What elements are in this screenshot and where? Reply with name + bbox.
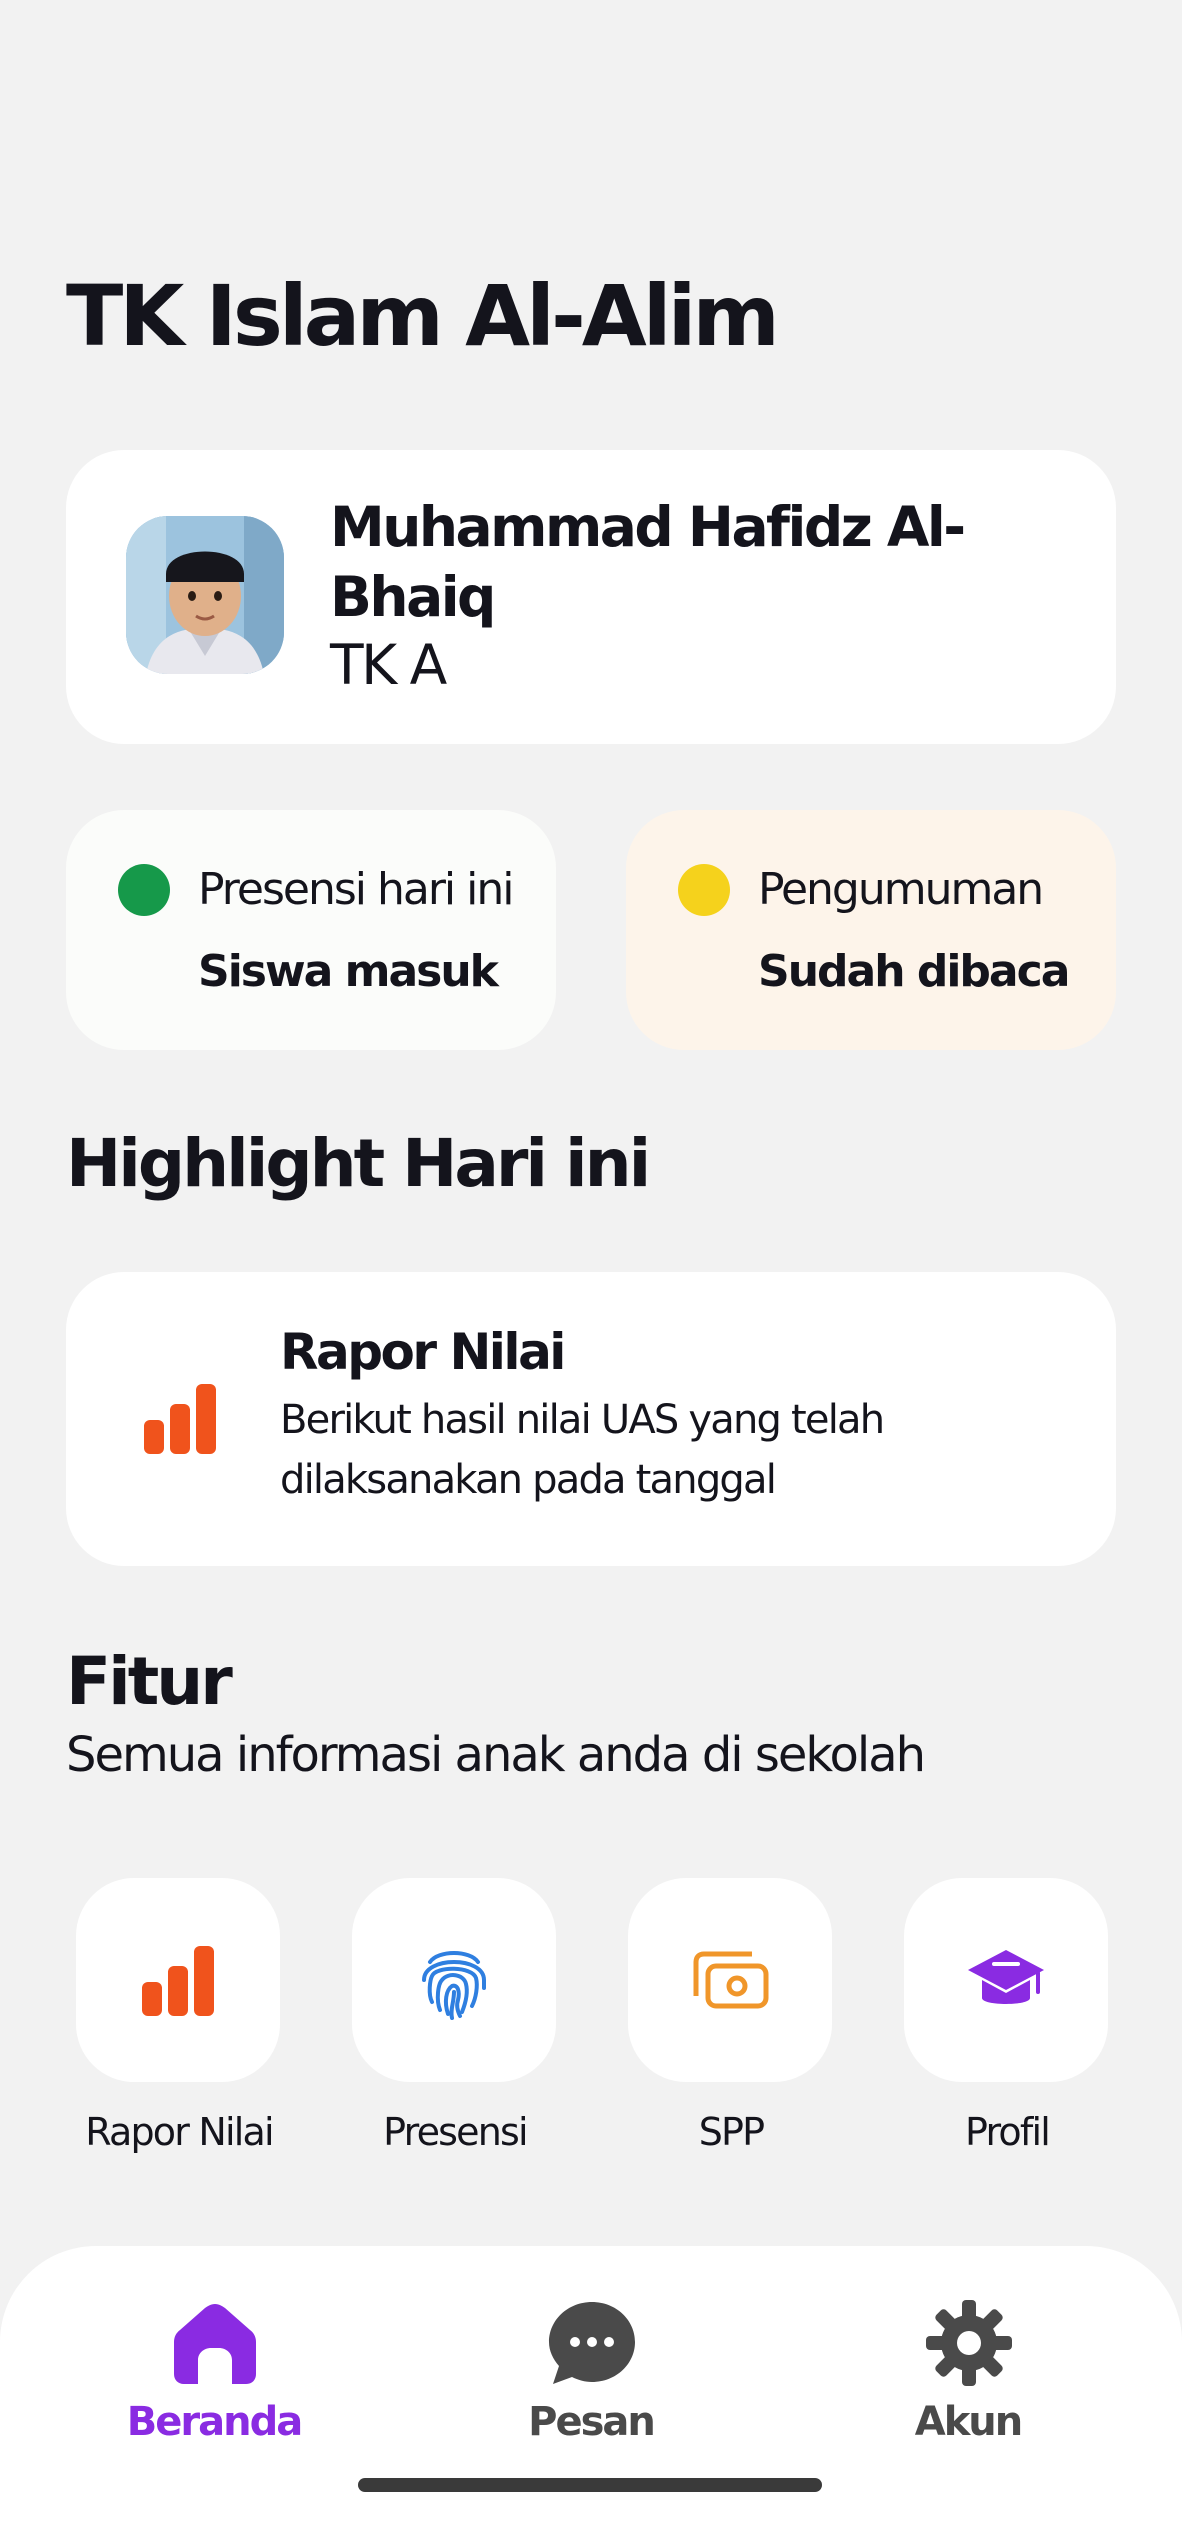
student-class: TK A: [330, 633, 445, 697]
highlight-section-title: Highlight Hari ini: [66, 1125, 649, 1202]
nav-label-beranda: Beranda: [126, 2399, 302, 2445]
feature-profil-tile[interactable]: [904, 1878, 1108, 2082]
page-title: TK Islam Al-Alim: [66, 267, 776, 365]
home-icon: [170, 2298, 260, 2388]
feature-rapor-nilai-label: Rapor Nilai: [85, 2110, 273, 2154]
highlight-card[interactable]: [66, 1272, 1116, 1566]
presence-status-card[interactable]: [66, 810, 556, 1050]
feature-presensi-label: Presensi: [383, 2110, 527, 2154]
student-card[interactable]: [66, 450, 1116, 744]
feature-rapor-nilai-tile[interactable]: [76, 1878, 280, 2082]
feature-profil[interactable]: [904, 1878, 1110, 2154]
feature-presensi[interactable]: [352, 1878, 558, 2154]
presence-status-label: Presensi hari ini: [198, 864, 513, 915]
announcement-status-value: Sudah dibaca: [758, 946, 1069, 997]
announcement-status-dot: [678, 864, 730, 916]
nav-item-pesan[interactable]: [451, 2298, 731, 2458]
feature-spp[interactable]: [628, 1878, 834, 2154]
gear-icon: [924, 2298, 1014, 2388]
highlight-card-description: Berikut hasil nilai UAS yang telah dilaksanakan pada tanggal: [280, 1397, 884, 1503]
nav-label-akun: Akun: [914, 2399, 1022, 2445]
nav-label-pesan: Pesan: [528, 2399, 654, 2445]
presence-status-value: Siswa masuk: [198, 946, 497, 997]
feature-spp-tile[interactable]: [628, 1878, 832, 2082]
nav-item-beranda[interactable]: [74, 2298, 354, 2458]
bar-chart-icon: [138, 1940, 218, 2020]
graduation-cap-icon: [966, 1940, 1046, 2020]
feature-spp-label: SPP: [698, 2110, 764, 2154]
home-indicator[interactable]: [358, 2478, 822, 2492]
bar-chart-icon: [142, 1380, 218, 1456]
presence-status-dot: [118, 864, 170, 916]
announcement-status-card[interactable]: [626, 810, 1116, 1050]
money-icon: [690, 1940, 770, 2020]
student-photo-icon: [126, 516, 284, 674]
feature-profil-label: Profil: [965, 2110, 1049, 2154]
highlight-card-title: Rapor Nilai: [280, 1323, 564, 1381]
features-section-title: Fitur: [66, 1643, 230, 1720]
feature-rapor-nilai[interactable]: [76, 1878, 282, 2154]
announcement-status-label: Pengumuman: [758, 864, 1043, 915]
feature-presensi-tile[interactable]: [352, 1878, 556, 2082]
chat-icon: [547, 2298, 637, 2388]
fingerprint-icon: [414, 1940, 494, 2020]
student-avatar: [126, 516, 284, 674]
nav-item-akun[interactable]: [828, 2298, 1108, 2458]
student-name: Muhammad Hafidz Al-Bhaiq: [330, 495, 964, 629]
features-subtitle: Semua informasi anak anda di sekolah: [66, 1727, 925, 1783]
